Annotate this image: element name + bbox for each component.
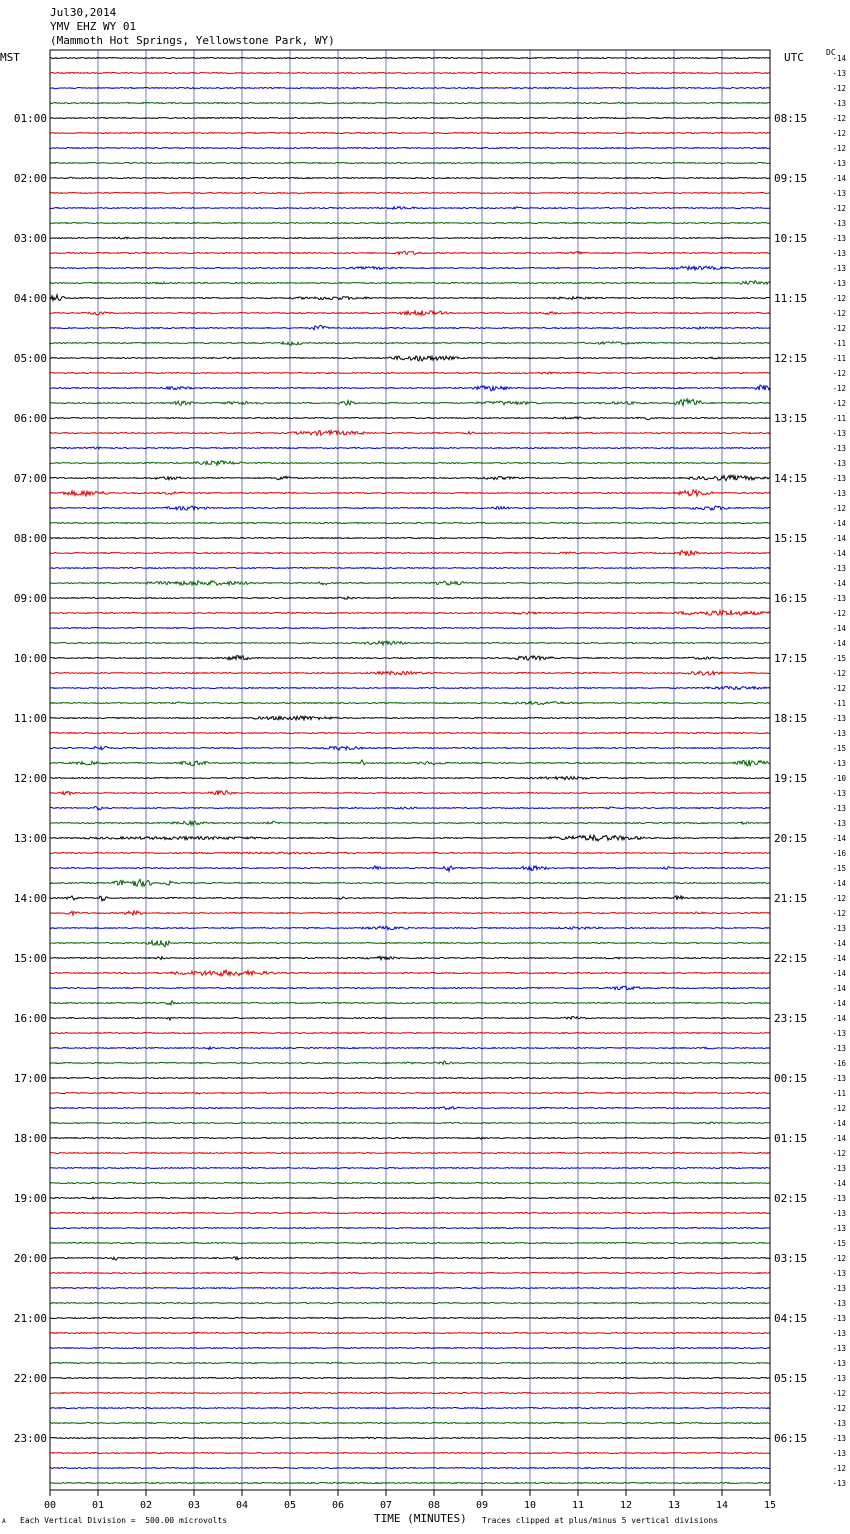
utc-hour-label: 12:15	[774, 352, 808, 365]
dc-offset: -14	[832, 879, 846, 888]
trace-row	[50, 490, 770, 496]
trace-row	[50, 1092, 770, 1094]
utc-hour-label: 09:15	[774, 172, 808, 185]
trace-row	[50, 550, 770, 555]
trace-row	[50, 1287, 770, 1288]
mst-hour-labels	[14, 112, 47, 1445]
x-tick-label: 00	[43, 1500, 57, 1511]
dc-offset: -14	[832, 639, 846, 648]
dc-offset: -14	[832, 1179, 846, 1188]
trace-row	[50, 1302, 770, 1303]
dc-offset: -13	[832, 594, 846, 603]
dc-offset: -15	[832, 864, 846, 873]
x-tick-label: 12	[619, 1500, 633, 1511]
utc-hour-label: 08:15	[774, 112, 808, 125]
trace-row	[50, 821, 770, 825]
x-axis-ticks	[44, 1490, 776, 1511]
trace-row	[50, 879, 770, 886]
dc-offset: -12	[832, 684, 846, 693]
trace-row	[50, 281, 770, 285]
dc-offset: -12	[832, 894, 846, 903]
dc-offset: -14	[832, 54, 846, 63]
dc-offset: -13	[832, 1074, 846, 1083]
dc-offset: -12	[832, 324, 846, 333]
utc-hour-label: 04:15	[774, 1312, 808, 1325]
trace-row	[50, 1197, 770, 1199]
dc-offset: -16	[832, 849, 846, 858]
dc-offset: -13	[832, 1269, 846, 1278]
trace-row	[50, 1482, 770, 1483]
x-tick-label: 02	[139, 1500, 153, 1511]
dc-offset: -12	[832, 84, 846, 93]
dc-offset: -14	[832, 579, 846, 588]
dc-offset: -12	[832, 369, 846, 378]
seismic-traces	[50, 57, 770, 1483]
dc-offset: -13	[832, 444, 846, 453]
trace-row	[50, 177, 770, 178]
dc-offset: -13	[832, 489, 846, 498]
trace-row	[50, 1212, 770, 1213]
utc-hour-label: 11:15	[774, 292, 808, 305]
dc-offset: -13	[832, 429, 846, 438]
utc-hour-label: 06:15	[774, 1432, 808, 1445]
trace-row	[50, 417, 770, 420]
dc-offset: -14	[832, 174, 846, 183]
trace-row	[50, 1077, 770, 1078]
dc-offset: -13	[832, 1344, 846, 1353]
dc-offset: -12	[832, 294, 846, 303]
dc-offset: -11	[832, 339, 846, 348]
dc-offset: -13	[832, 159, 846, 168]
corner-mark: A	[2, 1518, 6, 1525]
trace-row	[50, 1467, 770, 1468]
trace-row	[50, 1152, 770, 1153]
mst-hour-label: 14:00	[13, 892, 47, 905]
trace-row	[50, 295, 770, 301]
utc-hour-label: 00:15	[774, 1072, 808, 1085]
utc-hour-label: 19:15	[774, 772, 808, 785]
trace-row	[50, 746, 770, 750]
dc-offset: -14	[832, 1119, 846, 1128]
utc-hour-label: 13:15	[774, 412, 808, 425]
dc-offset: -12	[832, 204, 846, 213]
dc-offset: -16	[832, 1059, 846, 1068]
utc-hour-label: 10:15	[774, 232, 808, 245]
trace-row	[50, 1137, 770, 1139]
clip-note: Traces clipped at plus/minus 5 vertical divisions	[482, 1516, 719, 1525]
trace-row	[50, 251, 770, 254]
dc-offset: -13	[832, 789, 846, 798]
x-tick-label: 09	[475, 1500, 489, 1511]
trace-row	[50, 926, 770, 930]
x-tick-label: 11	[571, 1500, 585, 1511]
dc-offset: -13	[832, 1284, 846, 1293]
trace-row	[50, 506, 770, 510]
dc-offset: -13	[832, 1194, 846, 1203]
trace-row	[50, 776, 770, 779]
trace-row	[50, 1122, 770, 1124]
trace-row	[50, 807, 770, 810]
trace-row	[50, 581, 770, 586]
dc-offset: -14	[832, 984, 846, 993]
trace-row	[50, 447, 770, 449]
dc-offset: -12	[832, 609, 846, 618]
utc-hour-labels	[774, 112, 807, 1445]
trace-row	[50, 522, 770, 523]
trace-row	[50, 655, 770, 660]
trace-row	[50, 686, 770, 689]
mst-hour-label: 03:00	[13, 232, 47, 245]
trace-row	[50, 1332, 770, 1333]
mst-hour-label: 11:00	[13, 712, 47, 725]
x-tick-label: 01	[91, 1500, 105, 1511]
trace-row	[50, 87, 770, 88]
mst-hour-label: 20:00	[13, 1252, 47, 1265]
utc-hour-label: 20:15	[774, 832, 808, 845]
trace-row	[50, 431, 770, 436]
trace-row	[50, 325, 770, 329]
mst-hour-label: 16:00	[13, 1012, 47, 1025]
x-tick-label: 13	[667, 1500, 681, 1511]
mst-label: MST	[0, 51, 20, 64]
x-tick-label: 03	[187, 1500, 201, 1511]
dc-offset: -13	[832, 219, 846, 228]
trace-row	[50, 207, 770, 210]
dc-offset: -13	[832, 804, 846, 813]
trace-row	[50, 385, 770, 391]
dc-offset: -13	[832, 99, 846, 108]
trace-row	[50, 1452, 770, 1453]
utc-label: UTC	[784, 51, 804, 64]
trace-row	[50, 162, 770, 163]
dc-offset: -15	[832, 744, 846, 753]
dc-offset: -12	[832, 1149, 846, 1158]
trace-row	[50, 1272, 770, 1273]
trace-row	[50, 356, 770, 361]
trace-row	[50, 1257, 770, 1260]
trace-row	[50, 222, 770, 223]
trace-row	[50, 1437, 770, 1439]
x-axis-label: TIME (MINUTES)	[374, 1512, 467, 1525]
trace-row	[50, 102, 770, 103]
trace-row	[50, 1392, 770, 1393]
trace-row	[50, 1317, 770, 1318]
dc-offset: -14	[832, 624, 846, 633]
dc-offset: -13	[832, 759, 846, 768]
dc-offset: -12	[832, 1254, 846, 1263]
dc-label: DC	[826, 48, 836, 57]
trace-row	[50, 986, 770, 990]
trace-row	[50, 1242, 770, 1243]
trace-row	[50, 852, 770, 854]
trace-row	[50, 1167, 770, 1168]
trace-row	[50, 1377, 770, 1378]
minute-grid	[98, 50, 722, 1490]
dc-offset: -13	[832, 264, 846, 273]
dc-offset: -13	[832, 474, 846, 483]
dc-offset: -13	[832, 1299, 846, 1308]
trace-row	[50, 567, 770, 568]
trace-row	[50, 311, 770, 316]
dc-offset: -12	[832, 669, 846, 678]
dc-offset: -11	[832, 699, 846, 708]
mst-hour-label: 08:00	[13, 532, 47, 545]
trace-row	[50, 956, 770, 959]
utc-hour-label: 05:15	[774, 1372, 808, 1385]
trace-row	[50, 1061, 770, 1064]
trace-row	[50, 611, 770, 616]
dc-offset: -12	[832, 1404, 846, 1413]
trace-row	[50, 970, 770, 976]
date-title: Jul30,2014	[50, 6, 117, 19]
utc-hour-label: 01:15	[774, 1132, 808, 1145]
x-tick-label: 15	[763, 1500, 777, 1511]
dc-offset: -14	[832, 1014, 846, 1023]
dc-offset: -13	[832, 1374, 846, 1383]
dc-offset: -13	[832, 1359, 846, 1368]
dc-offset: -13	[832, 1224, 846, 1233]
dc-offset: -12	[832, 909, 846, 918]
dc-offset: -13	[832, 714, 846, 723]
dc-offset: -12	[832, 129, 846, 138]
dc-offset: -13	[832, 1029, 846, 1038]
dc-offset: -13	[832, 729, 846, 738]
dc-offset: -11	[832, 414, 846, 423]
trace-row	[50, 1032, 770, 1033]
x-tick-label: 10	[523, 1500, 537, 1511]
trace-row	[50, 132, 770, 133]
mst-hour-label: 02:00	[13, 172, 47, 185]
dc-offset: -13	[832, 924, 846, 933]
trace-row	[50, 72, 770, 73]
trace-row	[50, 1362, 770, 1363]
dc-offset: -13	[832, 1434, 846, 1443]
dc-offset: -14	[832, 1134, 846, 1143]
dc-offset: -14	[832, 954, 846, 963]
mst-hour-label: 05:00	[13, 352, 47, 365]
trace-row	[50, 911, 770, 915]
trace-row	[50, 192, 770, 193]
trace-row	[50, 1047, 770, 1050]
mst-hour-label: 01:00	[13, 112, 47, 125]
trace-row	[50, 237, 770, 239]
trace-row	[50, 791, 770, 795]
trace-row	[50, 896, 770, 901]
mst-hour-label: 07:00	[13, 472, 47, 485]
scale-note: Each Vertical Division = 500.00 microvolts	[20, 1516, 228, 1525]
trace-row	[50, 597, 770, 599]
trace-row	[50, 732, 770, 733]
dc-offset: -13	[832, 459, 846, 468]
mst-hour-label: 13:00	[13, 832, 47, 845]
dc-offset: -13	[832, 1044, 846, 1053]
dc-offset: -15	[832, 1239, 846, 1248]
dc-offset: -14	[832, 969, 846, 978]
dc-offset: -14	[832, 534, 846, 543]
mst-hour-label: 23:00	[13, 1432, 47, 1445]
dc-offset: -13	[832, 1449, 846, 1458]
dc-offset: -13	[832, 1419, 846, 1428]
dc-offset: -14	[832, 549, 846, 558]
dc-offset: -13	[832, 1209, 846, 1218]
dc-offset: -13	[832, 564, 846, 573]
dc-offset: -12	[832, 1464, 846, 1473]
trace-row	[50, 117, 770, 118]
mst-hour-label: 15:00	[13, 952, 47, 965]
trace-row	[50, 866, 770, 871]
utc-hour-label: 15:15	[774, 532, 808, 545]
dc-offset: -14	[832, 834, 846, 843]
station-title: YMV EHZ WY 01	[50, 20, 137, 33]
trace-row	[50, 475, 770, 480]
utc-hour-label: 16:15	[774, 592, 808, 605]
dc-offset: -11	[832, 1089, 846, 1098]
mst-hour-label: 22:00	[13, 1372, 47, 1385]
x-tick-label: 08	[427, 1500, 441, 1511]
trace-row	[50, 641, 770, 645]
dc-offset: -11	[832, 354, 846, 363]
dc-offset: -12	[832, 504, 846, 513]
dc-offset: -10	[832, 774, 846, 783]
dc-offset: -13	[832, 249, 846, 258]
dc-offset: -13	[832, 234, 846, 243]
trace-row	[50, 57, 770, 58]
trace-row	[50, 1182, 770, 1183]
trace-row	[50, 1227, 770, 1228]
utc-hour-label: 22:15	[774, 952, 808, 965]
trace-row	[50, 372, 770, 374]
trace-row	[50, 1347, 770, 1348]
trace-row	[50, 1107, 770, 1110]
dc-offset: -12	[832, 114, 846, 123]
trace-row	[50, 399, 770, 406]
x-tick-label: 14	[715, 1500, 729, 1511]
x-tick-label: 05	[283, 1500, 297, 1511]
dc-offset: -13	[832, 1479, 846, 1488]
trace-row	[50, 716, 770, 720]
dc-offset-labels	[832, 54, 846, 1488]
utc-hour-label: 03:15	[774, 1252, 808, 1265]
trace-row	[50, 835, 770, 841]
trace-row	[50, 342, 770, 346]
utc-hour-label: 14:15	[774, 472, 808, 485]
mst-hour-label: 17:00	[13, 1072, 47, 1085]
dc-offset: -13	[832, 1329, 846, 1338]
dc-offset: -15	[832, 654, 846, 663]
trace-row	[50, 671, 770, 675]
trace-row	[50, 1407, 770, 1408]
trace-row	[50, 627, 770, 628]
mst-hour-label: 10:00	[13, 652, 47, 665]
trace-row	[50, 537, 770, 538]
mst-hour-label: 18:00	[13, 1132, 47, 1145]
utc-hour-label: 17:15	[774, 652, 808, 665]
mst-hour-label: 09:00	[13, 592, 47, 605]
trace-row	[50, 1017, 770, 1020]
dc-offset: -12	[832, 1104, 846, 1113]
dc-offset: -12	[832, 144, 846, 153]
dc-offset: -12	[832, 399, 846, 408]
mst-hour-label: 04:00	[13, 292, 47, 305]
utc-hour-label: 18:15	[774, 712, 808, 725]
location-title: (Mammoth Hot Springs, Yellowstone Park, WY)	[50, 34, 335, 47]
dc-offset: -13	[832, 1164, 846, 1173]
trace-row	[50, 461, 770, 466]
mst-hour-label: 21:00	[13, 1312, 47, 1325]
trace-row	[50, 1422, 770, 1423]
x-tick-label: 06	[331, 1500, 345, 1511]
mst-hour-label: 12:00	[13, 772, 47, 785]
dc-offset: -13	[832, 1314, 846, 1323]
mst-hour-label: 19:00	[13, 1192, 47, 1205]
dc-offset: -14	[832, 939, 846, 948]
utc-hour-label: 02:15	[774, 1192, 808, 1205]
trace-row	[50, 760, 770, 766]
plot-frame	[50, 50, 770, 1490]
dc-offset: -14	[832, 999, 846, 1008]
dc-offset: -13	[832, 279, 846, 288]
dc-offset: -12	[832, 384, 846, 393]
x-tick-label: 04	[235, 1500, 249, 1511]
trace-row	[50, 266, 770, 270]
utc-hour-label: 23:15	[774, 1012, 808, 1025]
trace-row	[50, 940, 770, 946]
mst-hour-label: 06:00	[13, 412, 47, 425]
trace-row	[50, 702, 770, 705]
dc-offset: -13	[832, 189, 846, 198]
x-tick-label: 07	[379, 1500, 393, 1511]
dc-offset: -13	[832, 69, 846, 78]
dc-offset: -12	[832, 309, 846, 318]
dc-offset: -13	[832, 819, 846, 828]
trace-row	[50, 1001, 770, 1005]
dc-offset: -14	[832, 519, 846, 528]
trace-row	[50, 147, 770, 148]
dc-offset: -12	[832, 1389, 846, 1398]
utc-hour-label: 21:15	[774, 892, 808, 905]
